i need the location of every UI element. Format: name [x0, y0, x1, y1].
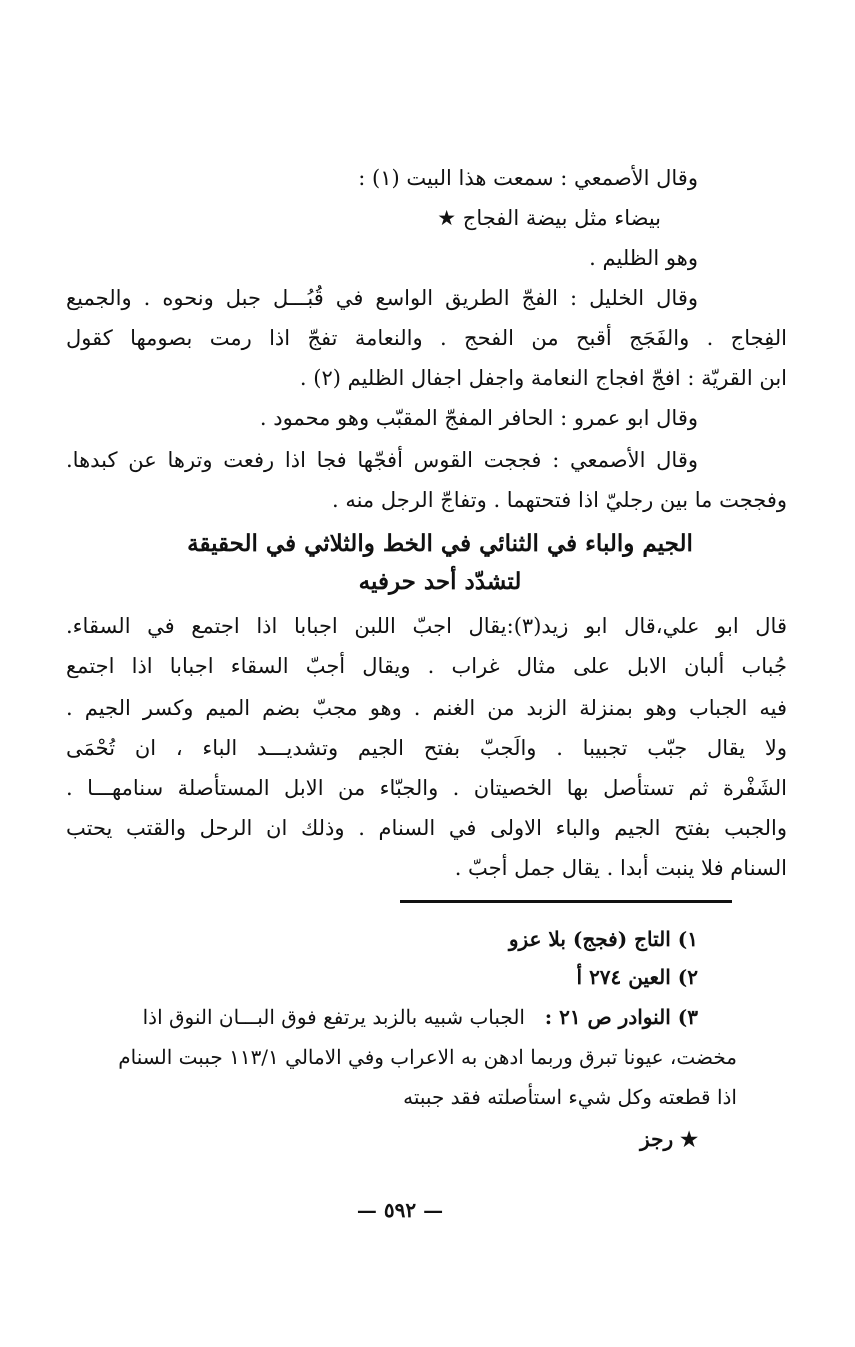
page-number: — ٥٩٢ — [356, 1198, 444, 1222]
text-line: وقال الأصمعي : سمعت هذا البيت (١) : [358, 166, 698, 190]
section-subheading: لتشدّد أحد حرفيه [358, 568, 522, 595]
text-line: وهو الظليم . [589, 246, 698, 270]
text-line: قال ابو علي،قال ابو زيد(٣):يقال اجبّ اللبن اجبابا اذا اجتمع في السقاء. [66, 614, 787, 638]
text-line: الشَفْرة ثم تستأصل بها الخصيتان . والجبّاء من الابل المستأصلة سنامهـــا . [66, 776, 787, 800]
text-line: جُباب ألبان الابل على مثال غراب . ويقال أجبّ السقاء اجبابا اذا اجتمع [66, 654, 787, 678]
text-line: والجبب بفتح الجيم والباء الاولى في السنام . وذلك ان الرحل والقتب يحتب [66, 816, 787, 840]
text-line: ابن القريّة : افجّ افجاج النعامة واجفل اجفال الظليم (٢) . [299, 366, 787, 390]
text-line: وفججت ما بين رجليّ اذا فتحتهما . وتفاجّ الرجل منه . [331, 488, 787, 512]
footnote-1: ١) التاج (فجج) بلا عزو [508, 927, 698, 951]
text-line: الفِجاج . والفَجَج أقبح من الفحج . والنعامة تفجّ اذا رمت بصومها كقول [66, 326, 787, 350]
footnote-3-head: ٣) النوادر ص ٢١ : [544, 1005, 698, 1029]
footnote-2: ٢) العين ٢٧٤ أ [576, 965, 698, 989]
text-line: وقال ابو عمرو : الحافر المفجّ المقبّب وهو محمود . [259, 406, 698, 430]
footnote-separator [400, 900, 732, 903]
footnote-star: ★ رجز [640, 1127, 698, 1151]
text-line: فيه الجباب وهو بمنزلة الزبد من الغنم . وهو مجبّ بضم الميم وكسر الجيم . [66, 696, 787, 720]
section-heading: الجيم والباء في الثنائي في الخط والثلاثي في الحقيقة [187, 530, 693, 557]
verse-line: بيضاء مثل بيضة الفجاج ★ [437, 206, 661, 230]
text-line: وقال الخليل : الفجّ الطريق الواسع في قُبُـــل جبل ونحوه . والجميع [66, 286, 698, 310]
text-line: السنام فلا ينبت أبدا . يقال جمل أجبّ . [454, 856, 787, 880]
footnote-3-text: الجباب شبيه بالزبد يرتفع فوق البـــان النوق اذا [142, 1005, 525, 1029]
text-line: وقال الأصمعي : فججت القوس أفجّها فجا اذا رفعت وترها عن كبدها. [66, 448, 698, 472]
footnote-3-text: مخضت، عيونا تبرق وربما ادهن به الاعراب وفي الامالي ١١٣/١ جببت السنام [118, 1045, 737, 1069]
text-line: ولا يقال جبّب تجبيبا . والَجبّ بفتح الجيم وتشديـــد الباء ، ان تُحْمَى [66, 736, 787, 760]
footnote-3-text: اذا قطعته وكل شيء استأصلته فقد جببته [403, 1085, 737, 1109]
